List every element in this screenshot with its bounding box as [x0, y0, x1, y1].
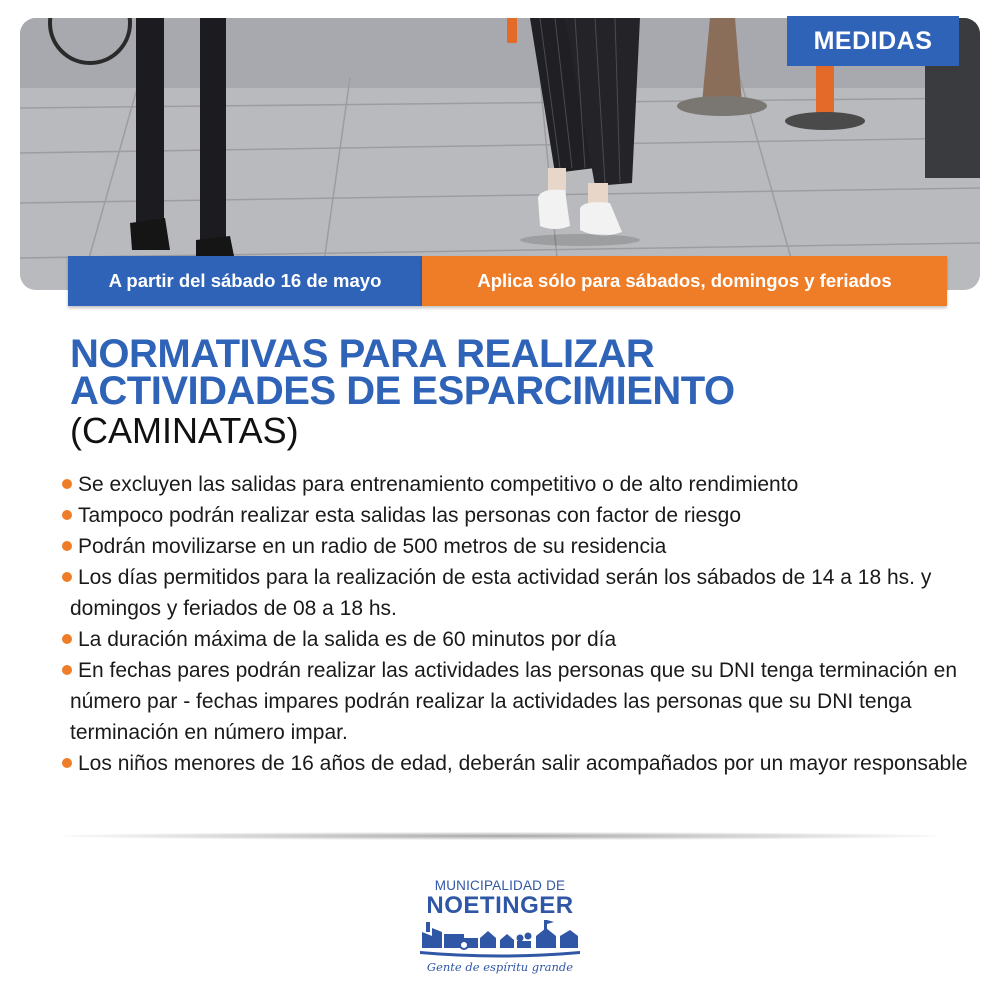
rule-item [62, 531, 972, 562]
rule-item [62, 562, 972, 624]
applicable-days-label: Aplica sólo para sábados, domingos y feriados [422, 256, 947, 306]
rule-item [62, 500, 972, 531]
orange-dot-icon [62, 665, 72, 675]
orange-dot-icon [62, 758, 72, 768]
divider [60, 832, 940, 840]
municipality-logo [410, 878, 590, 978]
start-date-label: A partir del sábado 16 de mayo [68, 256, 422, 306]
rule-text: Los niños menores de 16 años de edad, deberán salir acompañados por un mayor responsable [78, 752, 968, 775]
orange-dot-icon [62, 541, 72, 551]
rule-text: Se excluyen las salidas para entrenamiento competitivo o de alto rendimiento [78, 473, 799, 496]
rule-text: En fechas pares podrán realizar las actividades las personas que su DNI tenga terminación en número par - fechas impares podrán realizar la actividades las personas que su DNI tenga terminación en número impar. [70, 659, 957, 744]
orange-dot-icon [62, 634, 72, 644]
rule-text: Los días permitidos para la realización de esta actividad serán los sábados de 14 a 18 hs. y domingos y feriados de 08 a 18 hs. [70, 566, 932, 620]
skyline-icon [420, 918, 580, 960]
rule-text: Podrán movilizarse en un radio de 500 metros de su residencia [78, 535, 667, 558]
rule-item [62, 469, 972, 500]
logo-tagline: Gente de espíritu grande [426, 960, 574, 974]
category-badge: MEDIDAS [787, 16, 959, 66]
title-line-3: (CAMINATAS) [70, 410, 299, 451]
title-line-2: ACTIVIDADES DE ESPARCIMIENTO [70, 369, 735, 413]
title-line-1: NORMATIVAS PARA REALIZAR [70, 332, 655, 376]
rule-text: Tampoco podrán realizar esta salidas las personas con factor de riesgo [78, 504, 742, 527]
logo-line-2: NOETINGER [426, 892, 574, 919]
rule-item [62, 748, 972, 779]
orange-dot-icon [62, 572, 72, 582]
orange-dot-icon [62, 510, 72, 520]
logo-line-1: MUNICIPALIDAD DE [434, 878, 566, 893]
rule-text: La duración máxima de la salida es de 60 minutos por día [78, 628, 617, 651]
rules-list [62, 469, 972, 779]
rule-item [62, 624, 972, 655]
rule-item [62, 655, 972, 748]
orange-dot-icon [62, 479, 72, 489]
